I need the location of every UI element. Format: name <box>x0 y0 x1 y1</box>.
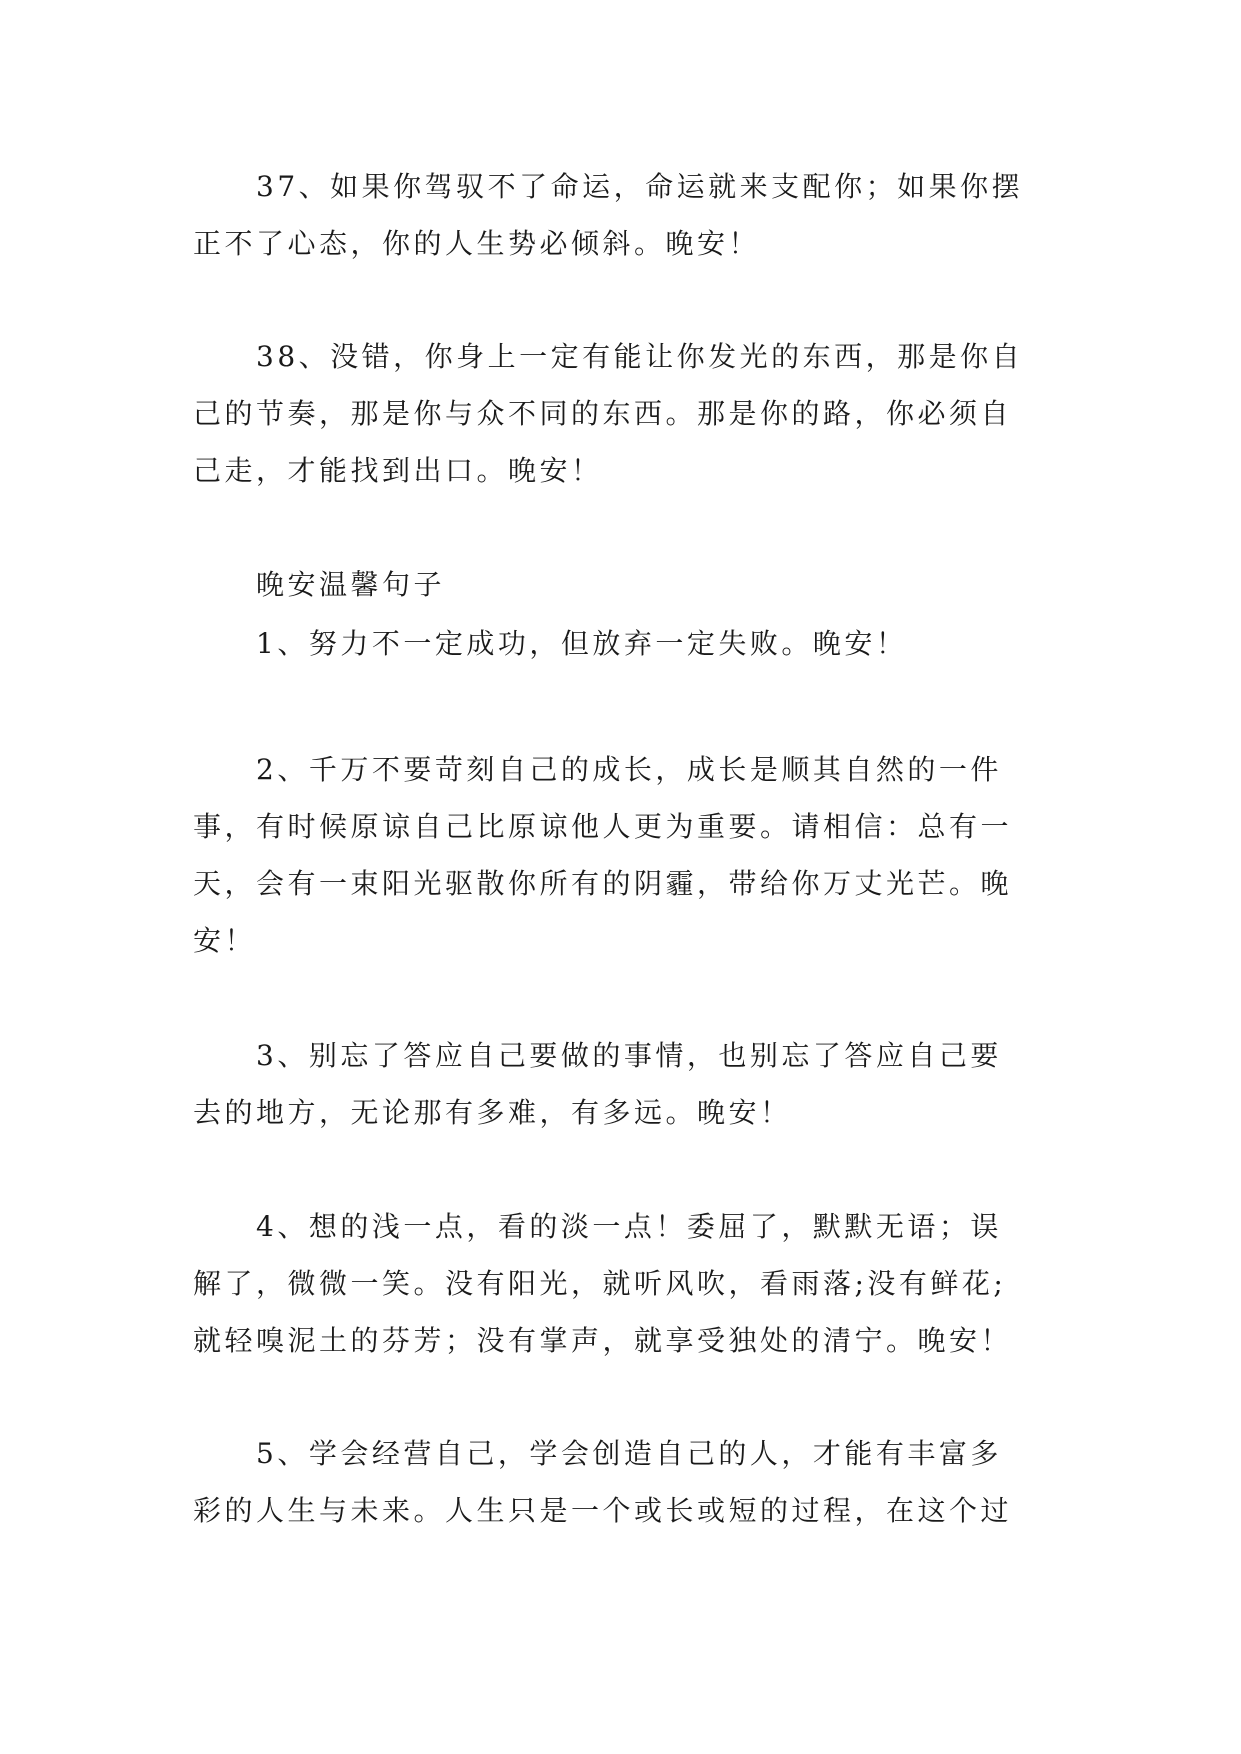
list-item-2 <box>193 741 1053 969</box>
paragraph-line: 去的地方，无论那有多难，有多远。晚安！ <box>193 1096 792 1129</box>
paragraph-38 <box>193 328 1053 499</box>
list-item-1: 1、努力不一定成功，但放弃一定失败。晚安！ <box>256 627 908 660</box>
list-item-3 <box>193 1027 1053 1141</box>
section-heading: 晚安温馨句子 <box>256 568 446 601</box>
paragraph-line: 4、想的浅一点，看的淡一点！委屈了，默默无语；误 <box>256 1210 1002 1243</box>
paragraph-line: 天，会有一束阳光驱散你所有的阴霾，带给你万丈光芒。晚 <box>193 867 1013 900</box>
paragraph-line: 彩的人生与未来。人生只是一个或长或短的过程，在这个过 <box>193 1494 1013 1527</box>
paragraph-line: 38、没错，你身上一定有能让你发光的东西，那是你自 <box>256 340 1024 373</box>
paragraph-line: 2、千万不要苛刻自己的成长，成长是顺其自然的一件 <box>256 753 1002 786</box>
paragraph-line: 己的节奏，那是你与众不同的东西。那是你的路，你必须自 <box>193 397 1013 430</box>
paragraph-line: 正不了心态，你的人生势必倾斜。晚安！ <box>193 227 761 260</box>
paragraph-line: 就轻嗅泥土的芬芳；没有掌声，就享受独处的清宁。晚安！ <box>193 1324 1013 1357</box>
paragraph-line: 事，有时候原谅自己比原谅他人更为重要。请相信：总有一 <box>193 810 1013 843</box>
paragraph-line: 5、学会经营自己，学会创造自己的人，才能有丰富多 <box>256 1437 1002 1470</box>
list-item-4 <box>193 1198 1053 1369</box>
paragraph-line: 解了，微微一笑。没有阳光，就听风吹，看雨落;没有鲜花; <box>193 1267 1007 1300</box>
paragraph-line: 安！ <box>193 924 257 957</box>
paragraph-line: 己走，才能找到出口。晚安！ <box>193 454 603 487</box>
paragraph-line: 3、别忘了答应自己要做的事情，也别忘了答应自己要 <box>256 1039 1002 1072</box>
list-item-5 <box>193 1425 1053 1539</box>
paragraph-37 <box>193 158 1053 272</box>
paragraph-line: 37、如果你驾驭不了命运，命运就来支配你；如果你摆 <box>256 170 1024 203</box>
